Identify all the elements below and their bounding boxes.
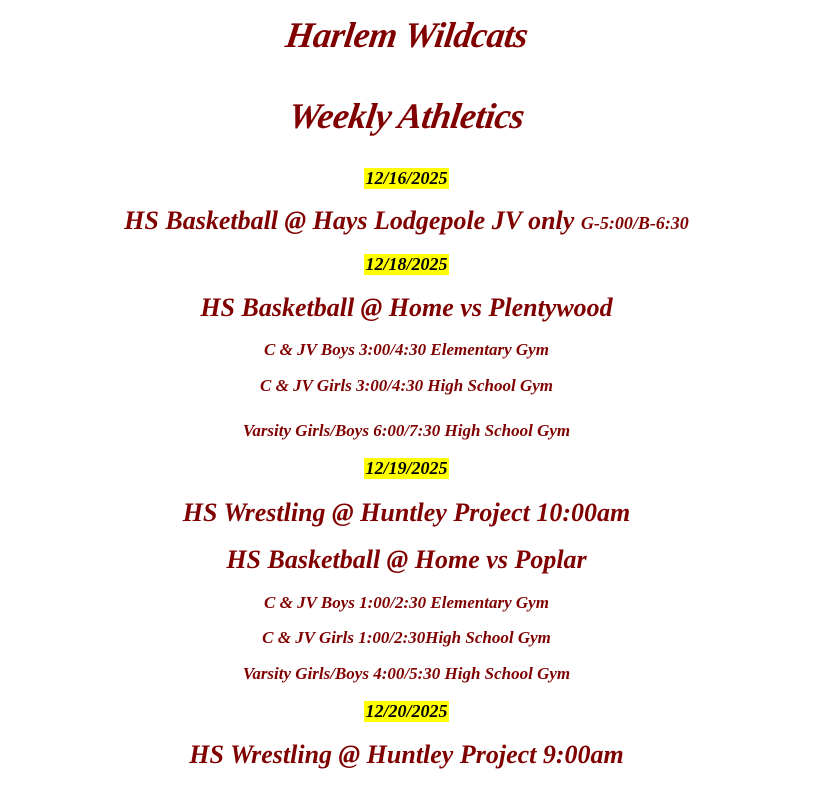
event-times: G-5:00/B-6:30	[580, 213, 689, 233]
event-line: HS Wrestling @ Huntley Project 9:00am	[189, 740, 624, 769]
event-detail: Varsity Girls/Boys 6:00/7:30 High School Gym	[242, 421, 571, 440]
event-detail: C & JV Girls 1:00/2:30High School Gym	[262, 628, 551, 647]
event-line: HS Basketball @ Hays Lodgepole JV only G-5:00/B-6:30	[124, 206, 689, 235]
title-line-1: Harlem Wildcats	[282, 15, 531, 55]
date-heading: 12/20/2025	[365, 701, 448, 721]
date-heading: 12/19/2025	[365, 458, 448, 478]
title-line-2: Weekly Athletics	[286, 96, 527, 136]
date-heading: 12/18/2025	[365, 254, 448, 274]
date-heading: 12/16/2025	[365, 168, 448, 188]
event-line: HS Basketball @ Home vs Poplar	[226, 545, 587, 574]
event-detail: C & JV Boys 3:00/4:30 Elementary Gym	[264, 340, 549, 359]
event-detail: C & JV Boys 1:00/2:30 Elementary Gym	[264, 593, 549, 612]
event-line: HS Basketball @ Home vs Plentywood	[200, 293, 613, 322]
event-detail: Varsity Girls/Boys 4:00/5:30 High School Gym	[242, 664, 571, 683]
event-detail: C & JV Girls 3:00/4:30 High School Gym	[260, 376, 553, 395]
event-line: HS Wrestling @ Huntley Project 10:00am	[182, 498, 631, 527]
